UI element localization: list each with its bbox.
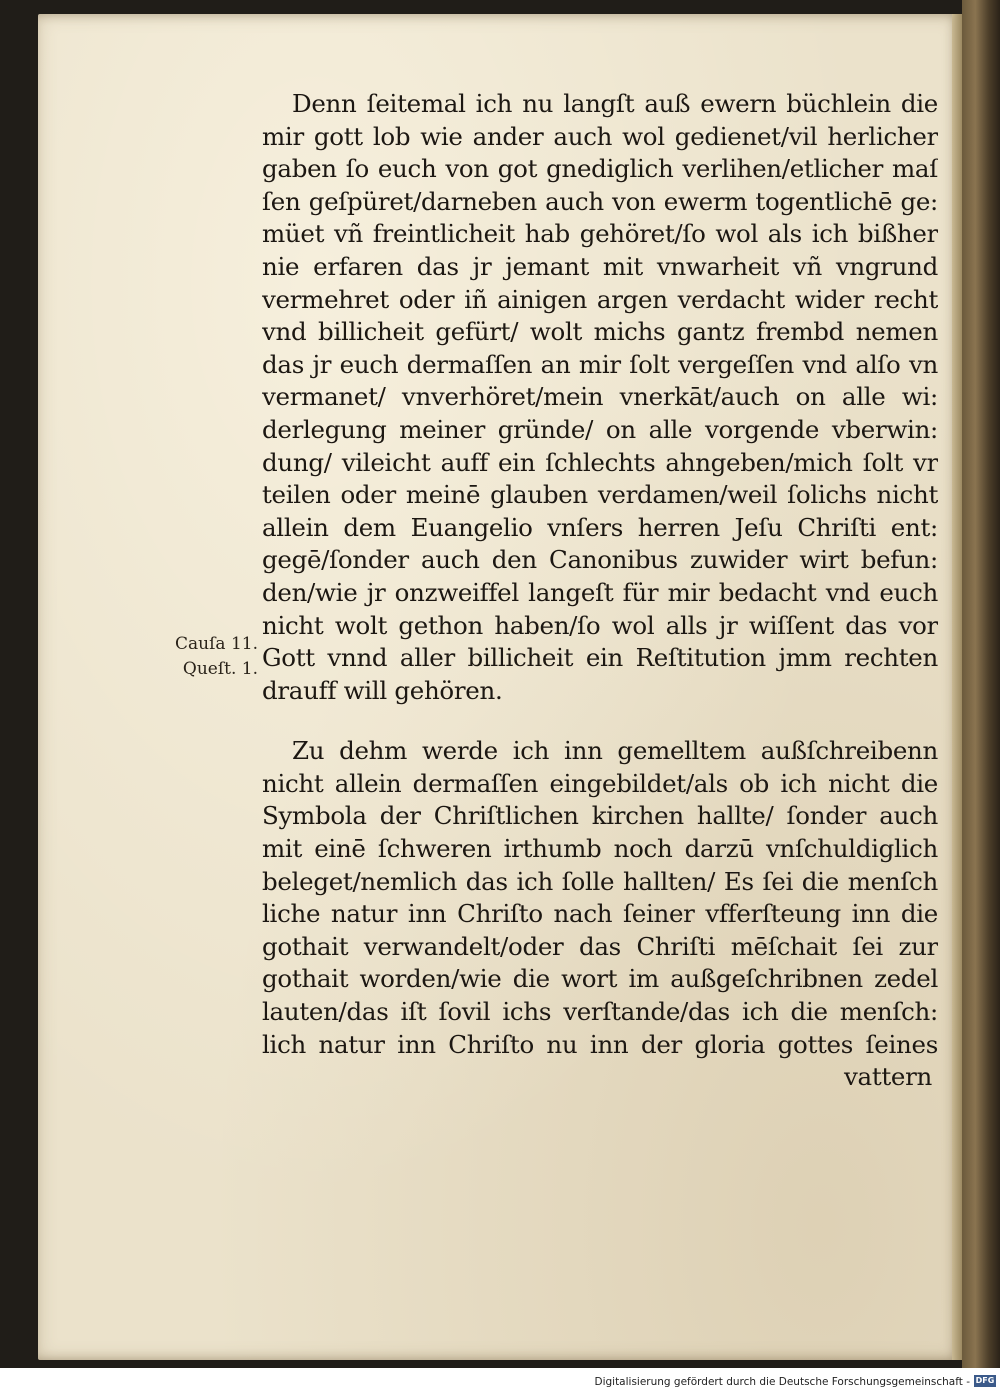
text-line: beleget/nemlich das ich ſolle hallten/ Es ſei die menſch: [262, 866, 938, 896]
text-line: teilen oder meinē glauben verdamen/weil ſolichs nicht: [262, 480, 938, 510]
text-line: allein dem Euangelio vnſers herren Jeſu Chriſti ent:: [262, 512, 938, 542]
text-line: das jr euch dermaſſen an mir ſolt vergeſſen vnd alſo vn: [262, 349, 938, 379]
text-line: vnd billicheit gefürt/ wolt michs gantz frembd nemen: [262, 317, 938, 347]
text-line: vermanet/ vnverhöret/mein vnerkāt/auch on alle wi:: [262, 382, 938, 412]
text-line: gothait verwandelt/oder das Chriſti mēſchait ſei zur: [262, 931, 938, 961]
dfg-logo: DFG: [975, 1376, 995, 1385]
text-line: mit einē ſchweren irthumb noch darzū vnſchuldiglich: [262, 834, 938, 864]
text-line: gaben ſo euch von got gnediglich verlihen/etlicher maſ: [262, 154, 938, 184]
text-line: gegē/ſonder auch den Canonibus zuwider wirt befun:: [262, 545, 938, 575]
text-line: lich natur inn Chriſto nu inn der gloria gottes ſeines: [262, 1029, 938, 1059]
catchword: vattern: [843, 1062, 932, 1092]
text-line: gothait worden/wie die wort im außgeſchribnen zedel: [262, 964, 938, 994]
text-line: liche natur inn Chriſto nach ſeiner vfferſteung inn die: [262, 899, 938, 929]
page-edge: [952, 14, 962, 1360]
text-line: derlegung meiner gründe/ on alle vorgende vberwin:: [262, 414, 938, 444]
text-line: Gott vnnd aller billicheit ein Reſtitution jmm rechten: [262, 643, 938, 673]
margin-note-line: Queſt. 1.: [182, 659, 258, 679]
text-line: drauff will gehören.: [262, 675, 503, 705]
text-line: Zu dehm werde ich inn gemelltem außſchreibenn: [292, 736, 938, 766]
paragraph-1: [262, 88, 938, 707]
text-line: Denn ſeitemal ich nu langſt auß ewern büchlein die: [292, 89, 938, 118]
text-line: nicht allein dermaſſen eingebildet/als ob ich nicht die: [262, 768, 938, 798]
text-line: müet vñ freintlicheit hab gehöret/ſo wol als ich bißher: [262, 219, 938, 249]
text-line: Symbola der Chriſtlichen kirchen hallte/ ſonder auch: [262, 801, 938, 831]
paragraph-2: [262, 735, 938, 1061]
text-line: nie erfaren das jr jemant mit vnwarheit vñ vngrund: [262, 251, 938, 281]
text-line: den/wie jr onzweiffel langeſt für mir bedacht vnd euch: [262, 577, 938, 607]
margin-note-line: Cauſa 11.: [175, 634, 258, 654]
margin-note: [160, 632, 258, 682]
text-line: nicht wolt gethon haben/ſo wol alls jr wiſſent das vor: [262, 610, 938, 640]
book-binding-edge: [962, 0, 1000, 1368]
text-line: ſen geſpüret/darneben auch von ewerm togentlichē ge:: [262, 186, 938, 216]
text-line: dung/ vileicht auff ein ſchlechts ahngeben/mich ſolt vr: [262, 447, 938, 477]
text-line: mir gott lob wie ander auch wol gedienet/vil herlicher: [262, 121, 938, 151]
funding-credit: Digitalisierung gefördert durch die Deutsche Forschungsgemeinschaft -: [594, 1376, 970, 1388]
main-text: [262, 88, 938, 1094]
text-line: vermehret oder iñ ainigen argen verdacht wider recht: [262, 284, 938, 314]
text-line: lauten/das iſt ſovil ichs verſtande/das ich die menſch:: [262, 997, 938, 1027]
